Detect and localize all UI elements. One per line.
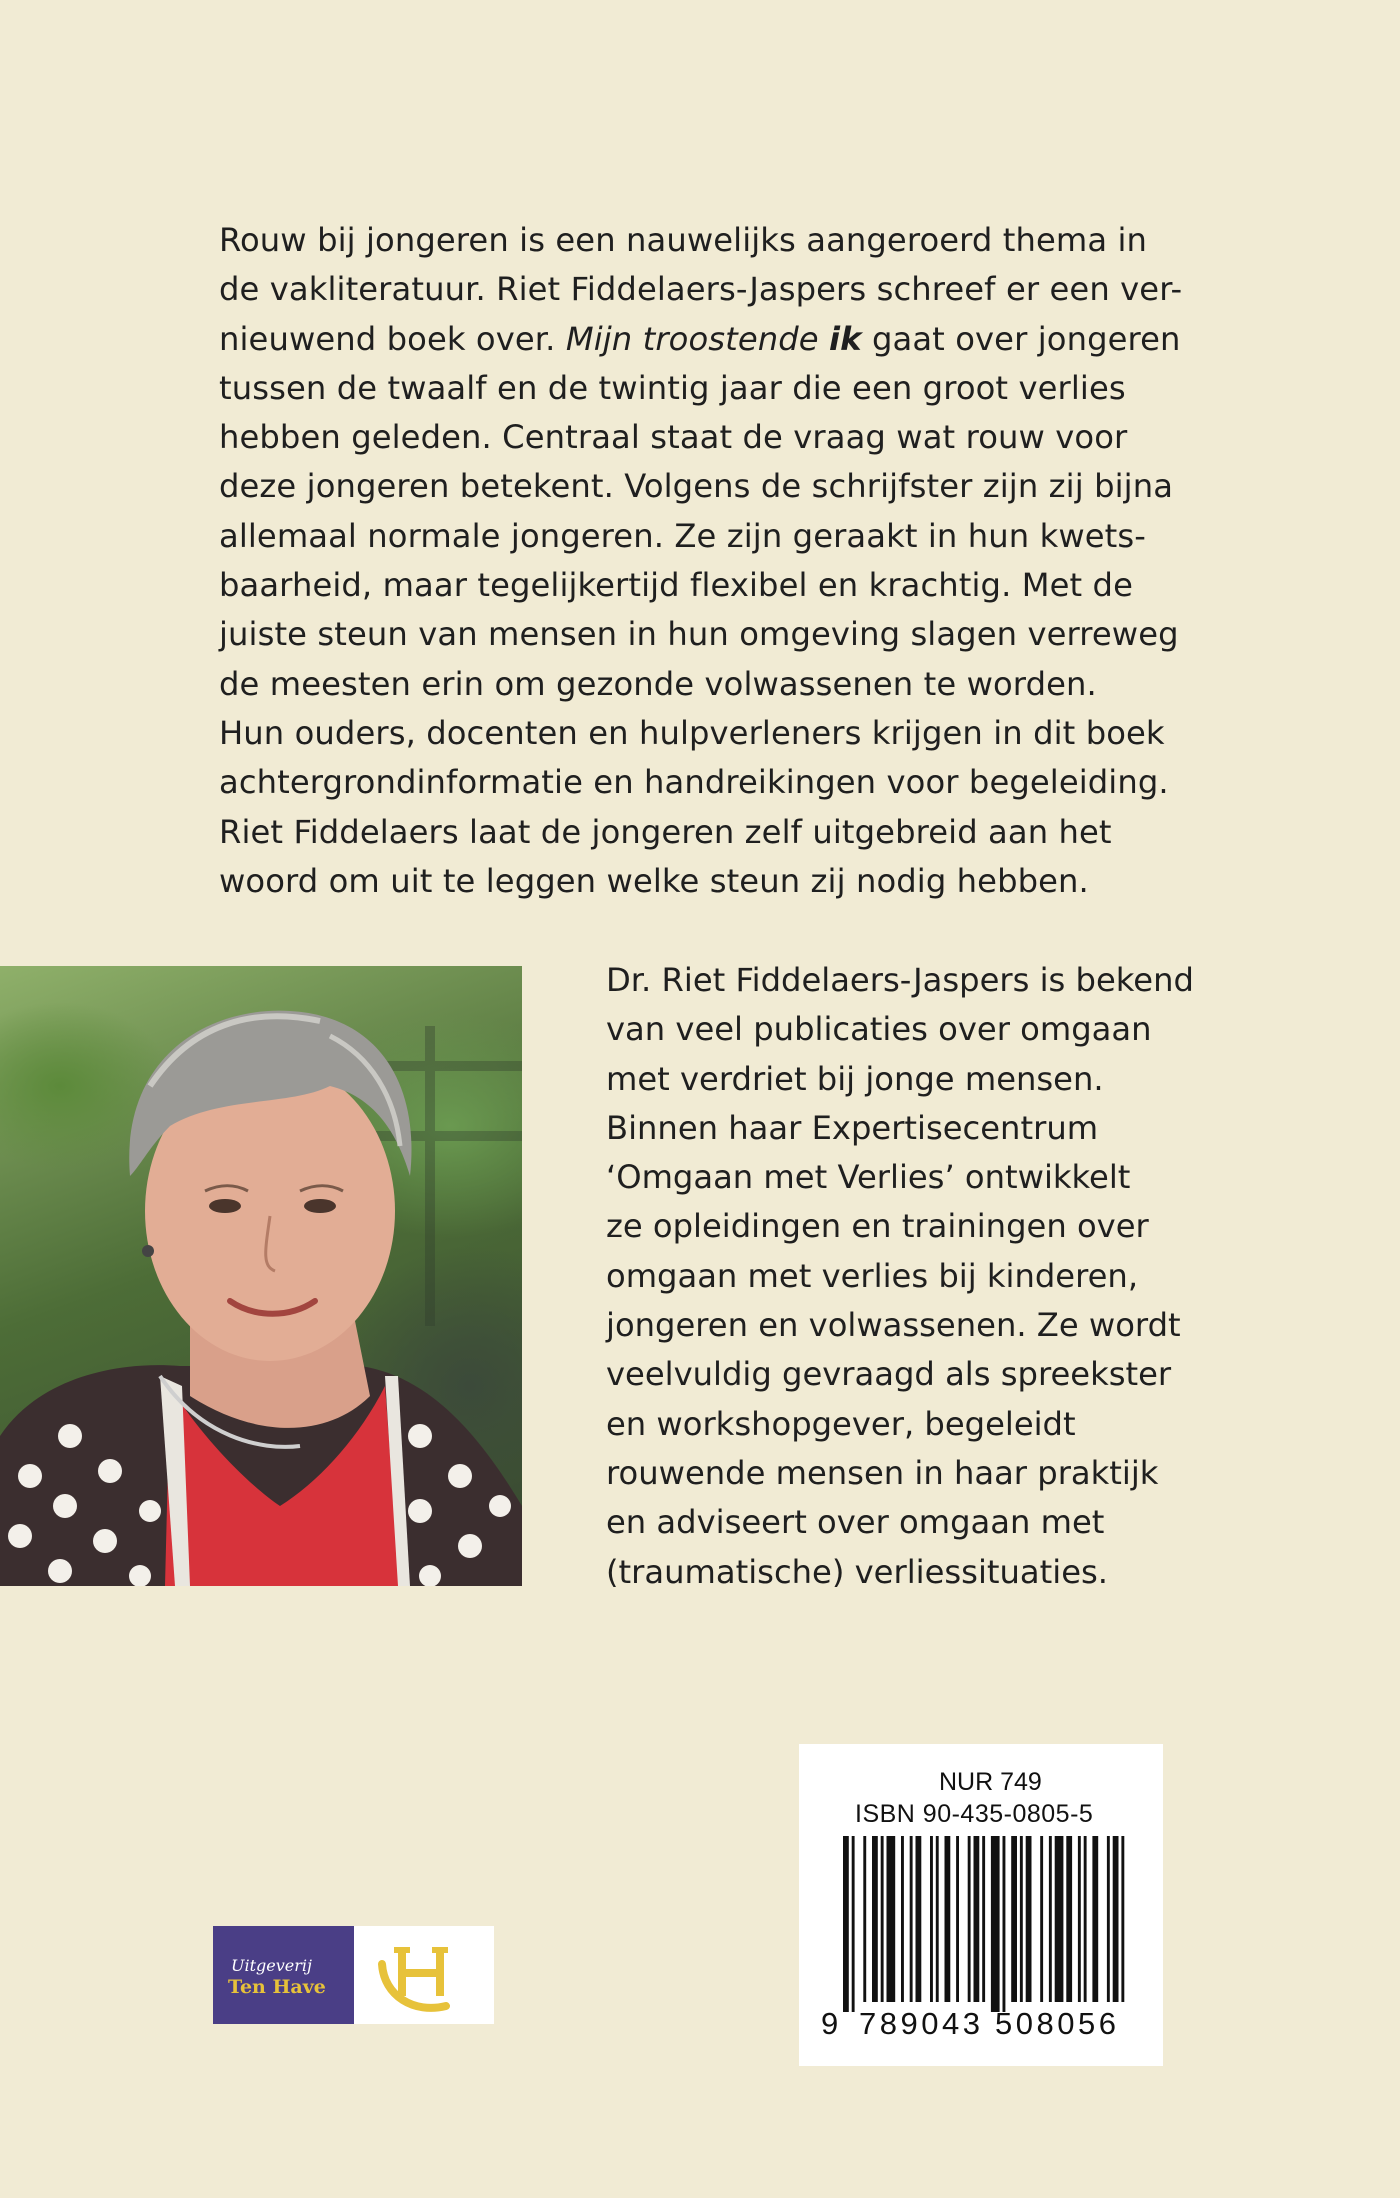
barcode-bar <box>1055 1836 1064 2002</box>
bio-line: en workshopgever, begeleidt <box>606 1404 1076 1443</box>
bio-line: ze opleidingen en trainingen over <box>606 1207 1149 1246</box>
isbn-number: ISBN 90-435-0805-5 <box>855 1800 1094 1828</box>
bio-line: Dr. Riet Fiddelaers-Jaspers is bekend <box>606 961 1194 999</box>
barcode-bar <box>968 1836 971 2002</box>
blurb-line: woord om uit te leggen welke steun zij nodig hebben. <box>219 861 1089 900</box>
bio-line: jongeren en volwassenen. Ze wordt <box>606 1306 1181 1345</box>
publisher-logo <box>213 1926 494 2024</box>
barcode-bar <box>843 1836 849 2012</box>
barcode-bar <box>901 1836 904 2002</box>
barcode-bar <box>881 1836 884 2002</box>
blurb-line: Rouw bij jongeren is een nauwelijks aangeroerd thema in <box>219 221 1148 259</box>
nur-code: NUR 749 <box>939 1768 1042 1796</box>
barcode-bar <box>945 1836 951 2002</box>
blurb-line: hebben geleden. Centraal staat de vraag wat rouw voor <box>219 418 1128 457</box>
author-bio <box>606 956 1226 1597</box>
blurb-line-with-title <box>219 315 1179 364</box>
barcode-bar <box>1107 1836 1110 2002</box>
bio-line: (traumatische) verliessituaties. <box>606 1552 1109 1591</box>
barcode-bar <box>872 1836 878 2002</box>
barcode-bar <box>936 1836 939 2002</box>
bio-line: van veel publicaties over omgaan <box>606 1010 1152 1049</box>
bio-line: veelvuldig gevraagd als spreekster <box>606 1355 1172 1394</box>
blurb-text: nieuwend boek over. <box>219 319 566 358</box>
publisher-label: Uitgeverij <box>231 1956 312 1975</box>
barcode-bar <box>1084 1836 1087 2002</box>
barcode-bar <box>930 1836 933 2002</box>
book-title-bold: ik <box>829 319 862 358</box>
barcode-bar <box>1092 1836 1098 2002</box>
blurb-line: baarheid, maar tegelijkertijd flexibel en krachtig. Met de <box>219 566 1133 605</box>
barcode-bar <box>1121 1836 1124 2002</box>
barcode-bar <box>1078 1836 1081 2002</box>
barcode-bar <box>974 1836 980 2002</box>
barcode-bar <box>1020 1836 1023 2002</box>
bio-line: omgaan met verlies bij kinderen, <box>606 1256 1139 1295</box>
barcode-bar <box>1113 1836 1119 2002</box>
isbn-barcode-panel <box>799 1744 1163 2066</box>
blurb-text: gaat over jongeren <box>861 319 1181 358</box>
barcode-bar <box>852 1836 855 2012</box>
barcode-bar <box>863 1836 866 2002</box>
barcode-bar <box>1066 1836 1072 2002</box>
barcode-bar <box>1026 1836 1032 2002</box>
barcode-bar <box>982 1836 985 2002</box>
ean-left-digits: 789043 <box>859 2006 984 2041</box>
author-photo <box>0 966 522 1586</box>
barcode-bar <box>1040 1836 1043 2002</box>
blurb-line: allemaal normale jongeren. Ze zijn geraakt in hun kwets- <box>219 516 1146 555</box>
blurb-line: Riet Fiddelaers laat de jongeren zelf uitgebreid aan het <box>219 812 1112 851</box>
barcode-bar <box>916 1836 922 2002</box>
barcode-bar <box>1003 1836 1006 2012</box>
publisher-h-emblem-icon <box>354 1926 494 2024</box>
barcode-bar <box>887 1836 896 2002</box>
back-cover-blurb <box>219 216 1183 906</box>
bio-line: met verdriet bij jonge mensen. <box>606 1059 1104 1098</box>
blurb-line: de meesten erin om gezonde volwassenen te worden. <box>219 664 1097 703</box>
bio-line: Binnen haar Expertisecentrum <box>606 1108 1099 1147</box>
bio-line: rouwende mensen in haar praktijk <box>606 1453 1159 1492</box>
book-title <box>566 320 862 358</box>
publisher-name: Ten Have <box>228 1976 326 1998</box>
bio-line: en adviseert over omgaan met <box>606 1503 1105 1542</box>
blurb-line: juiste steun van mensen in hun omgeving slagen verreweg <box>219 615 1179 654</box>
barcode-bar <box>991 1836 1000 2012</box>
blurb-line: achtergrondinformatie en handreikingen voor begeleiding. <box>219 763 1169 802</box>
barcode-bar <box>1049 1836 1052 2002</box>
blurb-line: tussen de twaalf en de twintig jaar die een groot verlies <box>219 368 1126 407</box>
publisher-emblem <box>354 1926 494 2024</box>
barcode-bar <box>1011 1836 1017 2002</box>
ean-first-digit: 9 <box>821 2006 839 2041</box>
book-title-text: Mijn troostende <box>565 319 830 358</box>
ean-right-digits: 508056 <box>995 2006 1120 2041</box>
blurb-line: Hun ouders, docenten en hulpverleners krijgen in dit boek <box>219 713 1165 752</box>
blurb-line: de vakliteratuur. Riet Fiddelaers-Jaspers schreef er een ver- <box>219 270 1183 309</box>
barcode-bar <box>910 1836 913 2002</box>
bio-line: ‘Omgaan met Verlies’ ontwikkelt <box>606 1158 1131 1197</box>
blurb-line: deze jongeren betekent. Volgens de schrijfster zijn zij bijna <box>219 467 1174 506</box>
author-portrait-illustration <box>0 966 522 1586</box>
publisher-logo-panel <box>213 1926 354 2024</box>
barcode-bar <box>956 1836 959 2002</box>
